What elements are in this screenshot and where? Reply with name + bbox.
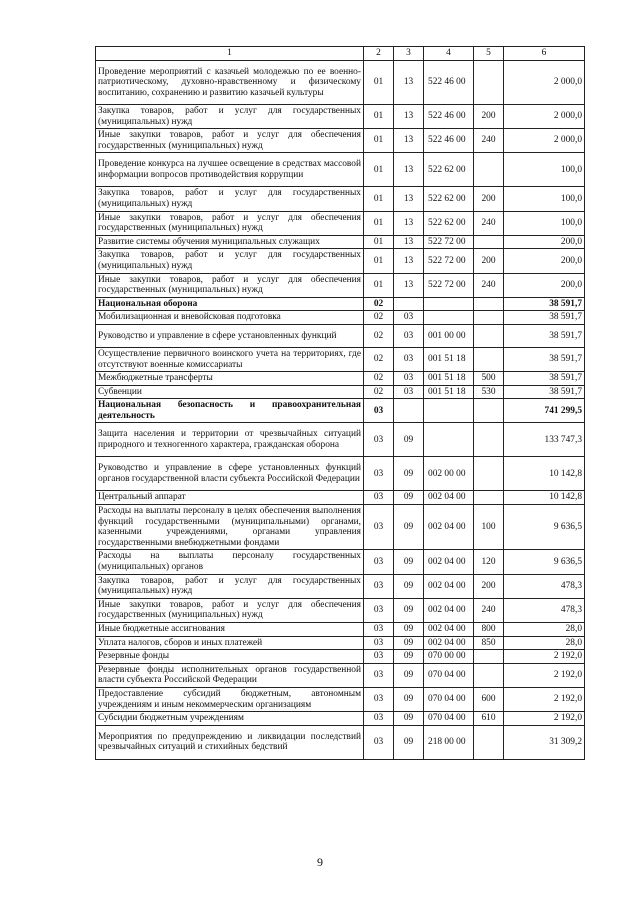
header-col-3: 3 bbox=[394, 47, 424, 61]
row-amount: 9 636,5 bbox=[504, 505, 585, 550]
page-number: 9 bbox=[317, 855, 323, 869]
row-expense-type: 850 bbox=[474, 636, 504, 650]
row-subsection-code: 09 bbox=[394, 550, 424, 574]
row-amount: 100,0 bbox=[504, 153, 585, 187]
row-expense-type: 240 bbox=[474, 211, 504, 235]
row-subsection-code: 03 bbox=[394, 324, 424, 347]
row-section-code: 02 bbox=[364, 297, 394, 311]
row-subsection-code: 03 bbox=[394, 311, 424, 325]
row-subsection-code: 03 bbox=[394, 372, 424, 386]
row-subsection-code: 13 bbox=[394, 249, 424, 273]
row-subsection-code: 09 bbox=[394, 574, 424, 598]
row-expense-type bbox=[474, 153, 504, 187]
row-section-code: 03 bbox=[364, 712, 394, 726]
row-amount: 38 591,7 bbox=[504, 311, 585, 325]
row-name-cell: Руководство и управление в сфере установленных функций органов государственной власти субъекта Российской Федерации bbox=[96, 457, 364, 491]
row-amount: 100,0 bbox=[504, 211, 585, 235]
row-section-code: 01 bbox=[364, 129, 394, 153]
table-row bbox=[96, 324, 585, 347]
row-expense-type: 240 bbox=[474, 129, 504, 153]
row-subsection-code: 13 bbox=[394, 153, 424, 187]
row-name-cell: Осуществление первичного воинского учета на территориях, где отсутствуют военные комиссариаты bbox=[96, 347, 364, 371]
table-row bbox=[96, 297, 585, 311]
table-row bbox=[96, 105, 585, 129]
document-page bbox=[95, 46, 584, 760]
row-section-code: 03 bbox=[364, 598, 394, 622]
table-row bbox=[96, 347, 585, 371]
row-section-code: 02 bbox=[364, 324, 394, 347]
row-expense-type bbox=[474, 663, 504, 687]
row-subsection-code: 09 bbox=[394, 623, 424, 637]
row-name-cell: Защита населения и территории от чрезвычайных ситуаций природного и техногенного характера, гражданская оборона bbox=[96, 423, 364, 457]
row-amount: 2 192,0 bbox=[504, 712, 585, 726]
row-expense-type bbox=[474, 423, 504, 457]
row-amount: 38 591,7 bbox=[504, 297, 585, 311]
row-name-cell: Иные бюджетные ассигнования bbox=[96, 623, 364, 637]
table-row bbox=[96, 153, 585, 187]
row-target-article: 070 04 00 bbox=[424, 712, 474, 726]
row-target-article: 522 62 00 bbox=[424, 153, 474, 187]
row-target-article: 522 72 00 bbox=[424, 249, 474, 273]
row-subsection-code: 13 bbox=[394, 235, 424, 249]
row-subsection-code bbox=[394, 297, 424, 311]
row-name-cell: Иные закупки товаров, работ и услуг для обеспечения государственных (муниципальных) нужд bbox=[96, 598, 364, 622]
row-target-article: 070 04 00 bbox=[424, 687, 474, 711]
row-subsection-code: 09 bbox=[394, 636, 424, 650]
row-amount: 2 000,0 bbox=[504, 105, 585, 129]
row-name-cell: Иные закупки товаров, работ и услуг для обеспечения государственных (муниципальных) нужд bbox=[96, 273, 364, 297]
row-section-code: 01 bbox=[364, 235, 394, 249]
row-amount: 133 747,3 bbox=[504, 423, 585, 457]
budget-table bbox=[95, 46, 585, 760]
row-subsection-code: 13 bbox=[394, 105, 424, 129]
row-subsection-code: 09 bbox=[394, 650, 424, 664]
row-target-article: 522 72 00 bbox=[424, 273, 474, 297]
row-name-cell: Субсидии бюджетным учреждениям bbox=[96, 712, 364, 726]
row-name-cell: Проведение конкурса на лучшее освещение в средствах массовой информации вопросов противодействия коррупции bbox=[96, 153, 364, 187]
row-name-cell: Национальная безопасность и правоохранительная деятельность bbox=[96, 399, 364, 423]
row-section-code: 02 bbox=[364, 385, 394, 399]
row-expense-type: 500 bbox=[474, 372, 504, 386]
table-row bbox=[96, 235, 585, 249]
row-amount: 28,0 bbox=[504, 636, 585, 650]
row-amount: 478,3 bbox=[504, 598, 585, 622]
row-expense-type: 800 bbox=[474, 623, 504, 637]
row-target-article: 002 04 00 bbox=[424, 574, 474, 598]
row-expense-type bbox=[474, 311, 504, 325]
row-name-cell: Закупка товаров, работ и услуг для государственных (муниципальных) нужд bbox=[96, 574, 364, 598]
row-subsection-code: 13 bbox=[394, 129, 424, 153]
header-col-2: 2 bbox=[364, 47, 394, 61]
row-target-article: 002 04 00 bbox=[424, 598, 474, 622]
table-row bbox=[96, 399, 585, 423]
row-amount: 200,0 bbox=[504, 249, 585, 273]
row-section-code: 03 bbox=[364, 623, 394, 637]
row-name-cell: Расходы на выплаты персоналу государственных (муниципальных) органов bbox=[96, 550, 364, 574]
row-name-cell: Резервные фонды bbox=[96, 650, 364, 664]
table-row bbox=[96, 574, 585, 598]
row-target-article bbox=[424, 297, 474, 311]
row-expense-type: 240 bbox=[474, 273, 504, 297]
row-amount: 10 142,8 bbox=[504, 457, 585, 491]
header-col-6: 6 bbox=[504, 47, 585, 61]
row-expense-type bbox=[474, 61, 504, 105]
header-col-5: 5 bbox=[474, 47, 504, 61]
row-name-cell: Уплата налогов, сборов и иных платежей bbox=[96, 636, 364, 650]
row-target-article: 522 62 00 bbox=[424, 187, 474, 211]
row-expense-type: 240 bbox=[474, 598, 504, 622]
row-target-article: 070 04 00 bbox=[424, 663, 474, 687]
table-row bbox=[96, 636, 585, 650]
row-target-article bbox=[424, 399, 474, 423]
row-amount: 478,3 bbox=[504, 574, 585, 598]
row-target-article: 002 04 00 bbox=[424, 636, 474, 650]
table-row bbox=[96, 249, 585, 273]
row-target-article: 522 46 00 bbox=[424, 105, 474, 129]
table-row bbox=[96, 423, 585, 457]
row-section-code: 03 bbox=[364, 399, 394, 423]
row-name-cell: Мероприятия по предупреждению и ликвидации последствий чрезвычайных ситуаций и стихийных бедствий bbox=[96, 725, 364, 759]
row-amount: 38 591,7 bbox=[504, 385, 585, 399]
row-name-cell: Центральный аппарат bbox=[96, 491, 364, 505]
row-expense-type bbox=[474, 324, 504, 347]
row-name-cell: Мобилизационная и вневойсковая подготовка bbox=[96, 311, 364, 325]
row-expense-type: 600 bbox=[474, 687, 504, 711]
row-target-article bbox=[424, 423, 474, 457]
row-target-article: 070 00 00 bbox=[424, 650, 474, 664]
row-name-cell: Предоставление субсидий бюджетным, автономным учреждениям и иным некоммерческим организациям bbox=[96, 687, 364, 711]
row-subsection-code: 13 bbox=[394, 273, 424, 297]
row-name-cell: Закупка товаров, работ и услуг для государственных (муниципальных) нужд bbox=[96, 105, 364, 129]
row-section-code: 03 bbox=[364, 491, 394, 505]
row-name-cell: Национальная оборона bbox=[96, 297, 364, 311]
row-section-code: 01 bbox=[364, 61, 394, 105]
row-expense-type: 530 bbox=[474, 385, 504, 399]
row-target-article: 001 51 18 bbox=[424, 385, 474, 399]
table-row bbox=[96, 598, 585, 622]
row-section-code: 01 bbox=[364, 105, 394, 129]
row-expense-type bbox=[474, 235, 504, 249]
row-subsection-code: 09 bbox=[394, 687, 424, 711]
row-subsection-code: 09 bbox=[394, 712, 424, 726]
row-name-cell: Проведение мероприятий с казачьей молодежью по ее военно-патриотическому, духовно-нравственному и физическому воспитанию, сохранению и развитию казачьей культуры bbox=[96, 61, 364, 105]
table-row bbox=[96, 211, 585, 235]
row-section-code: 01 bbox=[364, 249, 394, 273]
row-expense-type bbox=[474, 491, 504, 505]
table-row bbox=[96, 457, 585, 491]
row-target-article: 002 04 00 bbox=[424, 505, 474, 550]
row-amount: 741 299,5 bbox=[504, 399, 585, 423]
table-row bbox=[96, 663, 585, 687]
row-subsection-code bbox=[394, 399, 424, 423]
row-name-cell: Закупка товаров, работ и услуг для государственных (муниципальных) нужд bbox=[96, 187, 364, 211]
row-target-article: 001 51 18 bbox=[424, 372, 474, 386]
row-expense-type bbox=[474, 399, 504, 423]
row-target-article: 218 00 00 bbox=[424, 725, 474, 759]
table-row bbox=[96, 61, 585, 105]
row-name-cell: Иные закупки товаров, работ и услуг для обеспечения государственных (муниципальных) нужд bbox=[96, 129, 364, 153]
row-name-cell: Руководство и управление в сфере установленных функций bbox=[96, 324, 364, 347]
row-amount: 2 192,0 bbox=[504, 650, 585, 664]
row-expense-type bbox=[474, 457, 504, 491]
row-subsection-code: 09 bbox=[394, 725, 424, 759]
row-section-code: 03 bbox=[364, 550, 394, 574]
row-section-code: 01 bbox=[364, 273, 394, 297]
table-row bbox=[96, 623, 585, 637]
table-row bbox=[96, 550, 585, 574]
row-target-article: 001 51 18 bbox=[424, 347, 474, 371]
row-section-code: 03 bbox=[364, 457, 394, 491]
table-row bbox=[96, 187, 585, 211]
table-row bbox=[96, 311, 585, 325]
row-target-article: 522 62 00 bbox=[424, 211, 474, 235]
row-amount: 200,0 bbox=[504, 273, 585, 297]
row-target-article: 002 00 00 bbox=[424, 457, 474, 491]
row-target-article: 001 00 00 bbox=[424, 324, 474, 347]
row-amount: 38 591,7 bbox=[504, 372, 585, 386]
row-amount: 2 192,0 bbox=[504, 687, 585, 711]
row-section-code: 03 bbox=[364, 636, 394, 650]
row-section-code: 03 bbox=[364, 505, 394, 550]
row-name-cell: Расходы на выплаты персоналу в целях обеспечения выполнения функций государственными (муниципальными) органами, казенными учреждениями, органами управления государственными внебюджетными фондами bbox=[96, 505, 364, 550]
row-subsection-code: 09 bbox=[394, 491, 424, 505]
row-section-code: 01 bbox=[364, 153, 394, 187]
table-body bbox=[96, 61, 585, 760]
row-target-article: 002 04 00 bbox=[424, 491, 474, 505]
row-name-cell: Иные закупки товаров, работ и услуг для обеспечения государственных (муниципальных) нужд bbox=[96, 211, 364, 235]
row-target-article: 002 04 00 bbox=[424, 623, 474, 637]
table-row bbox=[96, 712, 585, 726]
row-amount: 31 309,2 bbox=[504, 725, 585, 759]
row-expense-type: 200 bbox=[474, 187, 504, 211]
row-section-code: 03 bbox=[364, 650, 394, 664]
row-name-cell: Развитие системы обучения муниципальных служащих bbox=[96, 235, 364, 249]
header-col-1: 1 bbox=[96, 47, 364, 61]
row-amount: 10 142,8 bbox=[504, 491, 585, 505]
table-row bbox=[96, 372, 585, 386]
table-row bbox=[96, 385, 585, 399]
row-name-cell: Субвенции bbox=[96, 385, 364, 399]
row-subsection-code: 09 bbox=[394, 663, 424, 687]
table-row bbox=[96, 687, 585, 711]
row-name-cell: Резервные фонды исполнительных органов государственной власти субъекта Российской Федерации bbox=[96, 663, 364, 687]
row-expense-type: 200 bbox=[474, 249, 504, 273]
row-expense-type: 200 bbox=[474, 574, 504, 598]
row-section-code: 03 bbox=[364, 423, 394, 457]
row-subsection-code: 03 bbox=[394, 385, 424, 399]
row-expense-type bbox=[474, 650, 504, 664]
row-expense-type: 610 bbox=[474, 712, 504, 726]
row-section-code: 01 bbox=[364, 187, 394, 211]
row-expense-type: 120 bbox=[474, 550, 504, 574]
row-section-code: 03 bbox=[364, 687, 394, 711]
row-section-code: 03 bbox=[364, 663, 394, 687]
row-expense-type: 100 bbox=[474, 505, 504, 550]
row-name-cell: Межбюджетные трансферты bbox=[96, 372, 364, 386]
row-subsection-code: 09 bbox=[394, 505, 424, 550]
row-target-article: 522 46 00 bbox=[424, 129, 474, 153]
row-target-article: 522 46 00 bbox=[424, 61, 474, 105]
row-amount: 38 591,7 bbox=[504, 324, 585, 347]
row-amount: 28,0 bbox=[504, 623, 585, 637]
row-amount: 2 000,0 bbox=[504, 61, 585, 105]
row-subsection-code: 13 bbox=[394, 187, 424, 211]
table-row bbox=[96, 650, 585, 664]
row-amount: 200,0 bbox=[504, 235, 585, 249]
row-target-article: 522 72 00 bbox=[424, 235, 474, 249]
table-header-row bbox=[96, 47, 585, 61]
row-subsection-code: 09 bbox=[394, 598, 424, 622]
row-section-code: 01 bbox=[364, 211, 394, 235]
table-row bbox=[96, 505, 585, 550]
row-section-code: 03 bbox=[364, 725, 394, 759]
row-expense-type: 200 bbox=[474, 105, 504, 129]
row-expense-type bbox=[474, 297, 504, 311]
row-expense-type bbox=[474, 725, 504, 759]
header-col-4: 4 bbox=[424, 47, 474, 61]
table-row bbox=[96, 273, 585, 297]
row-name-cell: Закупка товаров, работ и услуг для государственных (муниципальных) нужд bbox=[96, 249, 364, 273]
row-target-article: 002 04 00 bbox=[424, 550, 474, 574]
row-amount: 100,0 bbox=[504, 187, 585, 211]
row-subsection-code: 09 bbox=[394, 457, 424, 491]
row-amount: 2 000,0 bbox=[504, 129, 585, 153]
row-section-code: 02 bbox=[364, 347, 394, 371]
row-expense-type bbox=[474, 347, 504, 371]
row-target-article bbox=[424, 311, 474, 325]
table-row bbox=[96, 129, 585, 153]
row-amount: 2 192,0 bbox=[504, 663, 585, 687]
row-subsection-code: 09 bbox=[394, 423, 424, 457]
row-section-code: 03 bbox=[364, 574, 394, 598]
table-row bbox=[96, 491, 585, 505]
row-section-code: 02 bbox=[364, 372, 394, 386]
row-section-code: 02 bbox=[364, 311, 394, 325]
row-subsection-code: 03 bbox=[394, 347, 424, 371]
row-subsection-code: 13 bbox=[394, 61, 424, 105]
row-subsection-code: 13 bbox=[394, 211, 424, 235]
table-row bbox=[96, 725, 585, 759]
row-amount: 9 636,5 bbox=[504, 550, 585, 574]
row-amount: 38 591,7 bbox=[504, 347, 585, 371]
